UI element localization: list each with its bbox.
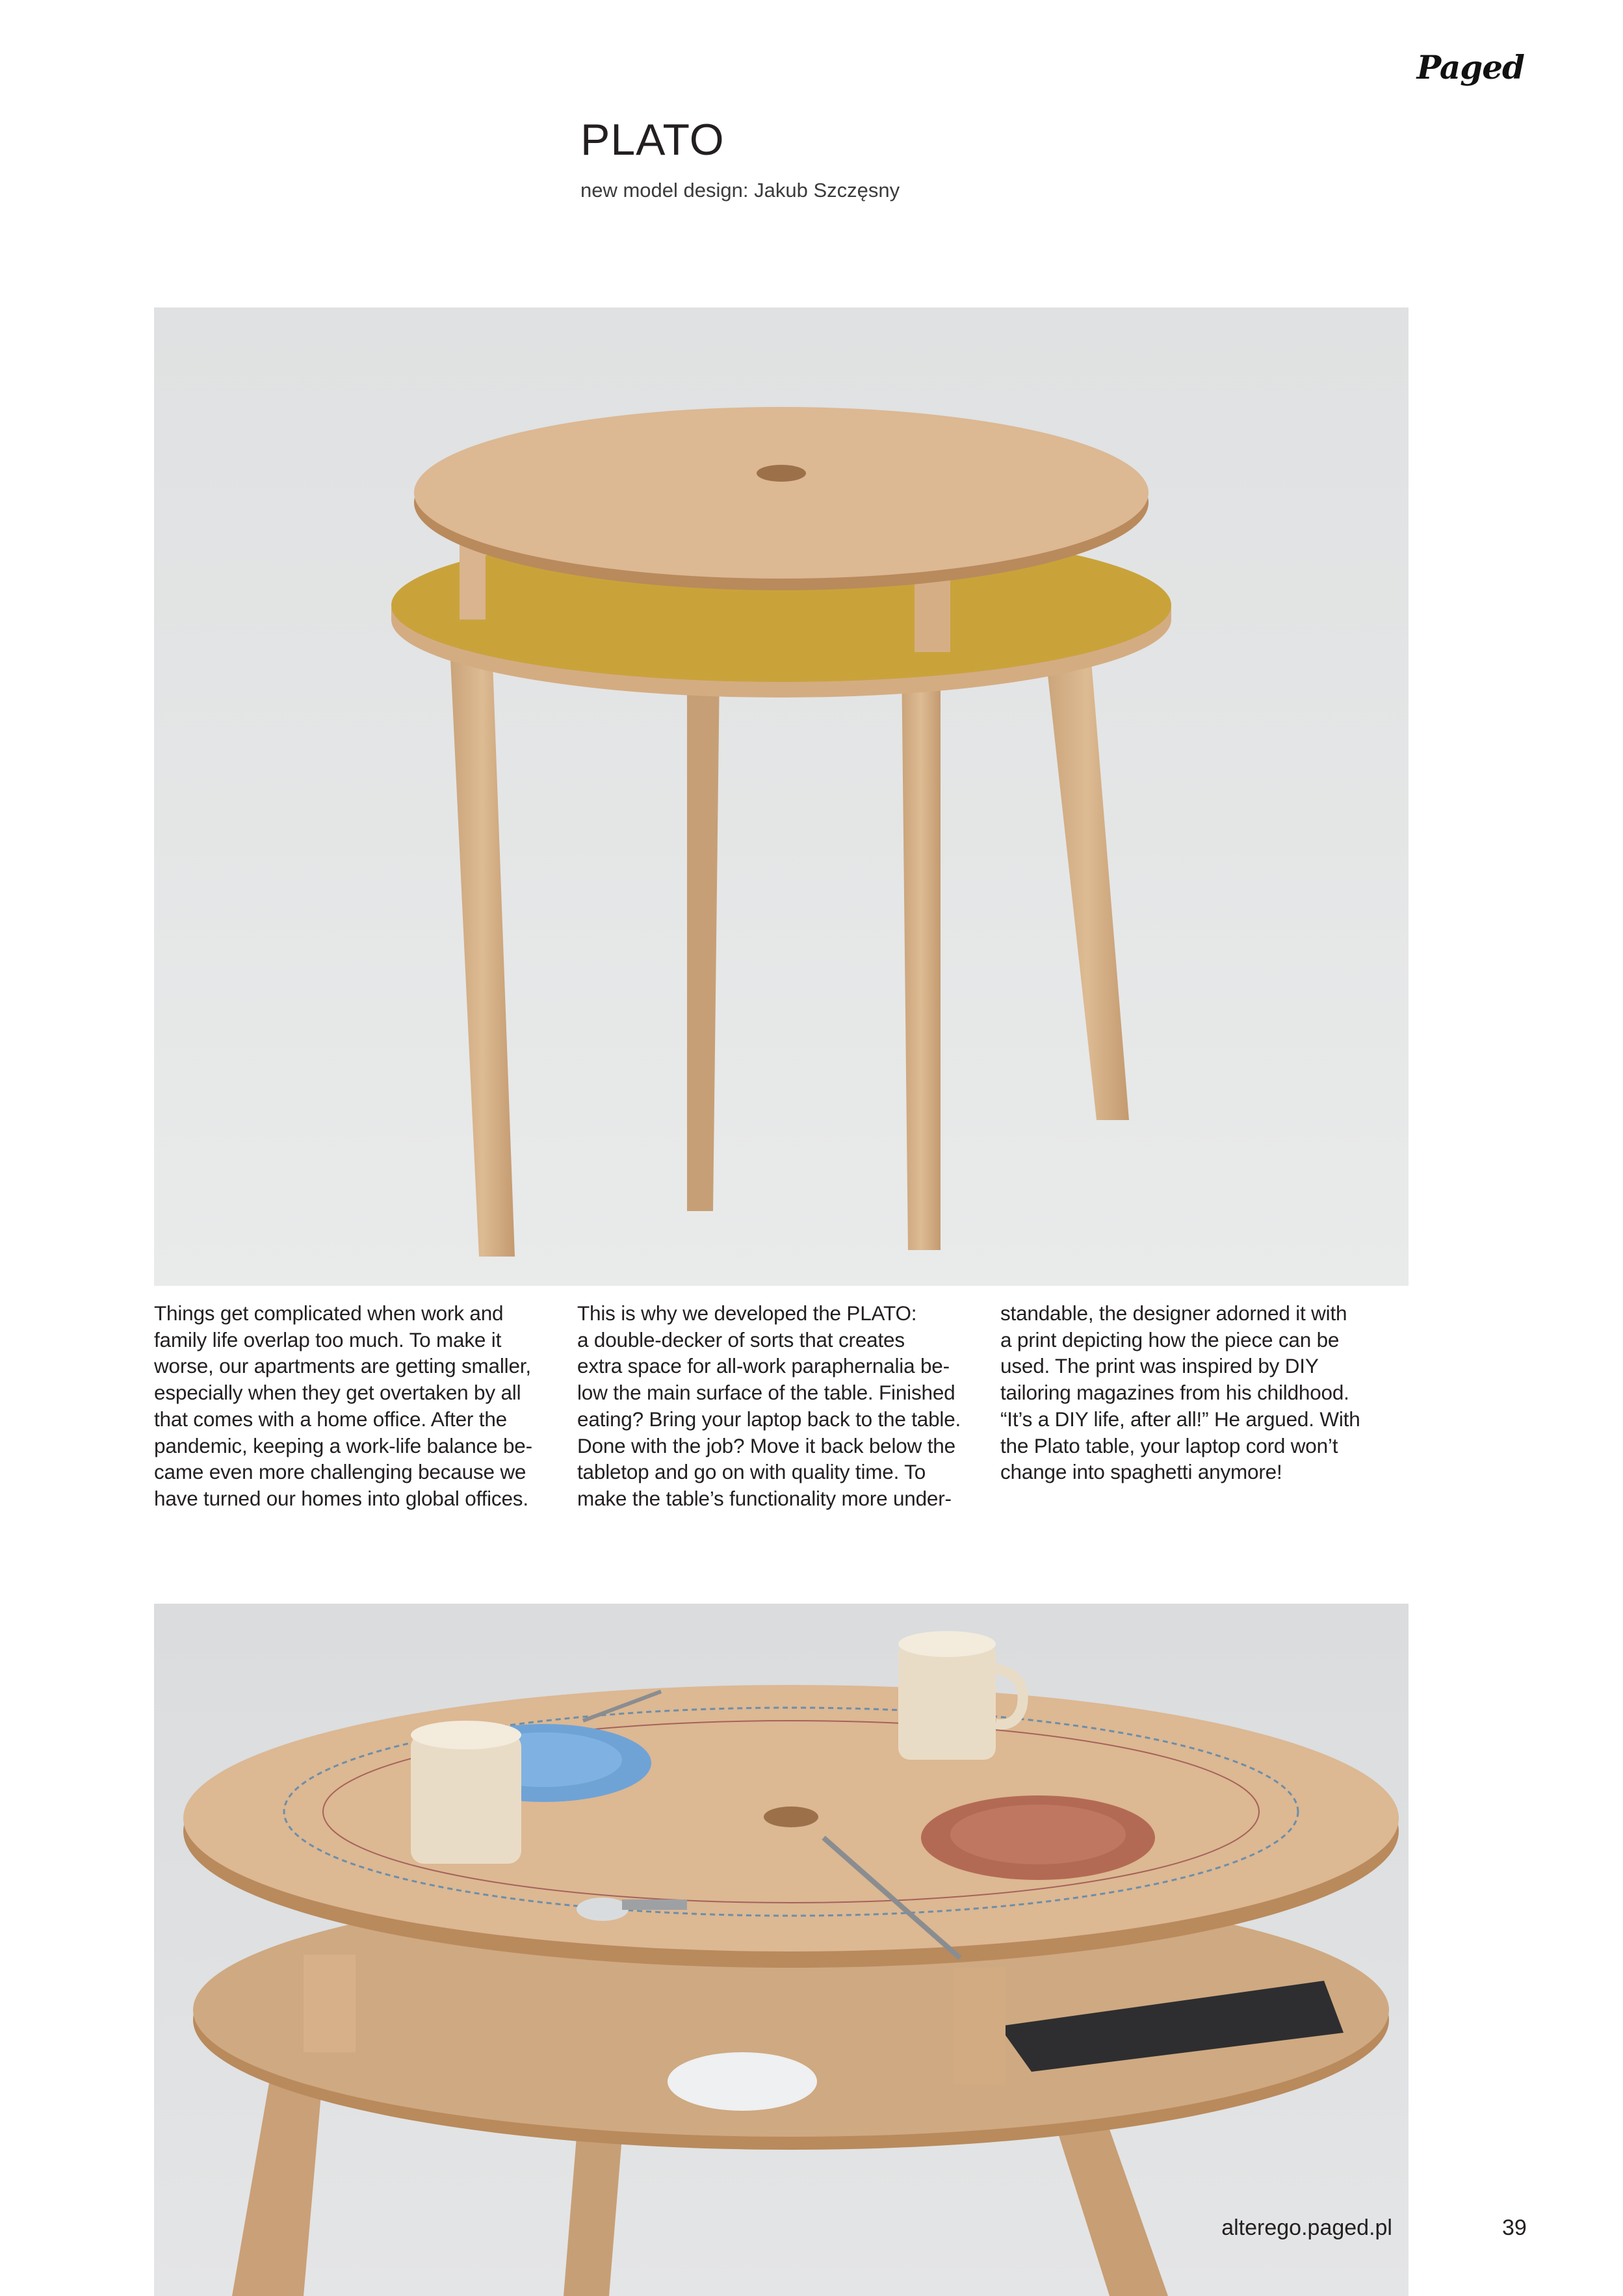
cable-hole	[757, 465, 806, 482]
body-column-3: standable, the designer adorned it with a print depicting how the piece can be used. The print was inspired by DIY tailoring magazines from his childhood. “It’s a DIY life, after all!” He argued. With the Plato table, your laptop cord won’t change into spaghetti anymore!	[1000, 1301, 1360, 1484]
table-set-photo	[154, 1604, 1409, 2296]
mouse	[668, 2052, 817, 2111]
article-subtitle: new model design: Jakub Szczęsny	[580, 179, 900, 202]
table-photo	[154, 307, 1409, 1286]
paged-logo: Paged	[1416, 48, 1524, 86]
cable-hole	[764, 1807, 818, 1827]
body-column-2: This is why we developed the PLATO: a double-decker of sorts that creates extra space for all-work paraphernalia be- low the main surface of the table. Finished eating? Bring your laptop back to the table. Done with the job? Move it back below the tabletop and go on with quality time. To make the table’s functionality more under-	[577, 1301, 961, 1510]
tabletop	[414, 407, 1149, 579]
mug	[411, 1721, 521, 1864]
footer-url: alterego.paged.pl	[1221, 2215, 1392, 2240]
table-leg	[902, 659, 941, 1250]
article-title: PLATO	[580, 115, 725, 164]
page-number: 39	[1502, 2215, 1527, 2240]
body-column-1: Things get complicated when work and family life overlap too much. To make it worse, our apartments are getting smaller, especially when they get overtaken by all that comes with a home office. After the pandemic, keeping a work-life balance be- came even more challenging because we have turned our homes into global offices.	[154, 1301, 532, 1510]
